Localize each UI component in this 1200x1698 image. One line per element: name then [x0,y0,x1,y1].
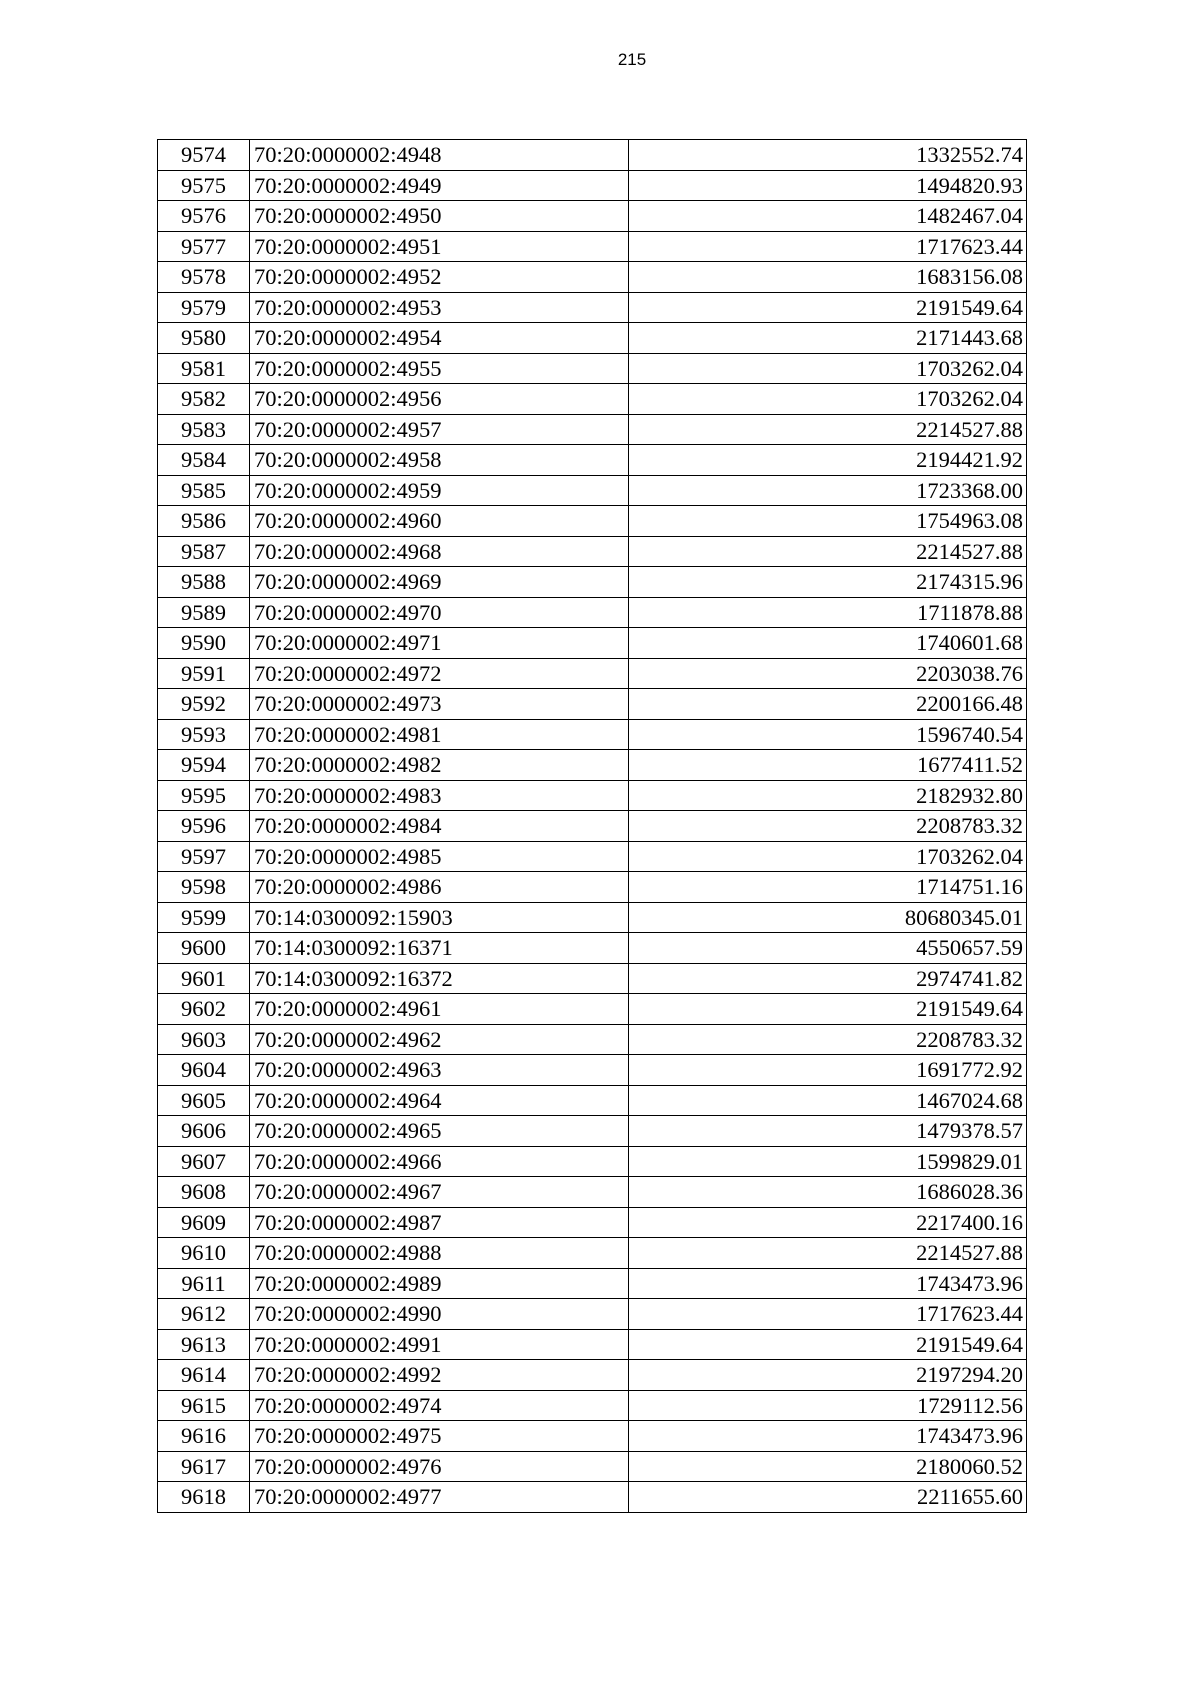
cadastral-value-cell: 2214527.88 [629,414,1027,445]
cadastral-value-cell: 1596740.54 [629,719,1027,750]
row-number-cell: 9589 [158,597,250,628]
cadastral-value-cell: 1677411.52 [629,750,1027,781]
cadastral-value-cell: 1717623.44 [629,231,1027,262]
cadastral-number-cell: 70:20:0000002:4977 [250,1482,629,1513]
row-number-cell: 9611 [158,1268,250,1299]
cadastral-number-cell: 70:20:0000002:4968 [250,536,629,567]
table-row [158,1207,1027,1238]
cadastral-value-cell: 1754963.08 [629,506,1027,537]
table-row [158,750,1027,781]
row-number-cell: 9580 [158,323,250,354]
cadastral-value-cell: 4550657.59 [629,933,1027,964]
cadastral-value-cell: 1599829.01 [629,1146,1027,1177]
cadastral-value-cell: 1683156.08 [629,262,1027,293]
cadastral-number-cell: 70:20:0000002:4965 [250,1116,629,1147]
table-row [158,1024,1027,1055]
page-number: 215 [617,50,647,69]
cadastral-number-cell: 70:20:0000002:4954 [250,323,629,354]
cadastral-value-cell: 1740601.68 [629,628,1027,659]
cadastral-value-cell: 2182932.80 [629,780,1027,811]
row-number-cell: 9612 [158,1299,250,1330]
cadastral-number-cell: 70:20:0000002:4950 [250,201,629,232]
cadastral-number-cell: 70:20:0000002:4988 [250,1238,629,1269]
table-row [158,1177,1027,1208]
row-number-cell: 9578 [158,262,250,293]
row-number-cell: 9608 [158,1177,250,1208]
table-row [158,658,1027,689]
cadastral-value-cell: 1467024.68 [629,1085,1027,1116]
cadastral-number-cell: 70:20:0000002:4963 [250,1055,629,1086]
row-number-cell: 9583 [158,414,250,445]
row-number-cell: 9617 [158,1451,250,1482]
row-number-cell: 9596 [158,811,250,842]
cadastral-number-cell: 70:20:0000002:4960 [250,506,629,537]
row-number-cell: 9616 [158,1421,250,1452]
cadastral-number-cell: 70:20:0000002:4986 [250,872,629,903]
cadastral-value-cell: 1723368.00 [629,475,1027,506]
row-number-cell: 9591 [158,658,250,689]
cadastral-number-cell: 70:20:0000002:4964 [250,1085,629,1116]
cadastral-table [157,139,1027,1513]
cadastral-number-cell: 70:20:0000002:4949 [250,170,629,201]
cadastral-number-cell: 70:20:0000002:4989 [250,1268,629,1299]
cadastral-value-cell: 2174315.96 [629,567,1027,598]
row-number-cell: 9595 [158,780,250,811]
cadastral-number-cell: 70:20:0000002:4981 [250,719,629,750]
cadastral-number-cell: 70:20:0000002:4983 [250,780,629,811]
row-number-cell: 9574 [158,140,250,171]
table-row [158,567,1027,598]
cadastral-value-cell: 1729112.56 [629,1390,1027,1421]
cadastral-number-cell: 70:20:0000002:4973 [250,689,629,720]
cadastral-value-cell: 2214527.88 [629,1238,1027,1269]
row-number-cell: 9609 [158,1207,250,1238]
cadastral-number-cell: 70:20:0000002:4966 [250,1146,629,1177]
cadastral-value-cell: 1743473.96 [629,1421,1027,1452]
table-row [158,872,1027,903]
cadastral-number-cell: 70:20:0000002:4956 [250,384,629,415]
cadastral-number-cell: 70:20:0000002:4987 [250,1207,629,1238]
row-number-cell: 9615 [158,1390,250,1421]
cadastral-number-cell: 70:20:0000002:4958 [250,445,629,476]
table-row [158,536,1027,567]
cadastral-value-cell: 2208783.32 [629,1024,1027,1055]
cadastral-number-cell: 70:20:0000002:4953 [250,292,629,323]
cadastral-number-cell: 70:20:0000002:4992 [250,1360,629,1391]
cadastral-value-cell: 2191549.64 [629,292,1027,323]
row-number-cell: 9602 [158,994,250,1025]
cadastral-value-cell: 1494820.93 [629,170,1027,201]
row-number-cell: 9607 [158,1146,250,1177]
row-number-cell: 9603 [158,1024,250,1055]
row-number-cell: 9613 [158,1329,250,1360]
table-row [158,353,1027,384]
cadastral-number-cell: 70:14:0300092:16371 [250,933,629,964]
row-number-cell: 9593 [158,719,250,750]
table-row [158,262,1027,293]
row-number-cell: 9581 [158,353,250,384]
row-number-cell: 9582 [158,384,250,415]
row-number-cell: 9604 [158,1055,250,1086]
table-row [158,292,1027,323]
row-number-cell: 9592 [158,689,250,720]
table-row [158,719,1027,750]
row-number-cell: 9584 [158,445,250,476]
table-row [158,1238,1027,1269]
table-row [158,628,1027,659]
table-row [158,1421,1027,1452]
cadastral-value-cell: 2197294.20 [629,1360,1027,1391]
table-row [158,1085,1027,1116]
table-row [158,811,1027,842]
table-row [158,323,1027,354]
cadastral-value-cell: 2203038.76 [629,658,1027,689]
row-number-cell: 9577 [158,231,250,262]
cadastral-value-cell: 2974741.82 [629,963,1027,994]
row-number-cell: 9614 [158,1360,250,1391]
cadastral-number-cell: 70:20:0000002:4971 [250,628,629,659]
table-row [158,231,1027,262]
cadastral-value-cell: 2171443.68 [629,323,1027,354]
cadastral-number-cell: 70:20:0000002:4951 [250,231,629,262]
cadastral-value-cell: 1332552.74 [629,140,1027,171]
table-row [158,1055,1027,1086]
cadastral-number-cell: 70:20:0000002:4952 [250,262,629,293]
cadastral-number-cell: 70:20:0000002:4948 [250,140,629,171]
table-row [158,1360,1027,1391]
cadastral-number-cell: 70:20:0000002:4972 [250,658,629,689]
cadastral-value-cell: 1686028.36 [629,1177,1027,1208]
cadastral-value-cell: 1711878.88 [629,597,1027,628]
cadastral-number-cell: 70:20:0000002:4985 [250,841,629,872]
cadastral-value-cell: 1482467.04 [629,201,1027,232]
cadastral-value-cell: 2191549.64 [629,994,1027,1025]
row-number-cell: 9599 [158,902,250,933]
cadastral-number-cell: 70:20:0000002:4959 [250,475,629,506]
row-number-cell: 9579 [158,292,250,323]
table-row [158,597,1027,628]
table-row [158,445,1027,476]
table-row [158,1329,1027,1360]
row-number-cell: 9618 [158,1482,250,1513]
table-row [158,1390,1027,1421]
cadastral-number-cell: 70:14:0300092:16372 [250,963,629,994]
table-row [158,475,1027,506]
row-number-cell: 9594 [158,750,250,781]
table-row [158,963,1027,994]
cadastral-value-cell: 2211655.60 [629,1482,1027,1513]
cadastral-number-cell: 70:14:0300092:15903 [250,902,629,933]
cadastral-number-cell: 70:20:0000002:4974 [250,1390,629,1421]
cadastral-value-cell: 1479378.57 [629,1116,1027,1147]
cadastral-value-cell: 1743473.96 [629,1268,1027,1299]
cadastral-value-cell: 1703262.04 [629,353,1027,384]
table-row [158,994,1027,1025]
row-number-cell: 9600 [158,933,250,964]
cadastral-number-cell: 70:20:0000002:4990 [250,1299,629,1330]
row-number-cell: 9610 [158,1238,250,1269]
cadastral-value-cell: 1717623.44 [629,1299,1027,1330]
table-row [158,841,1027,872]
cadastral-number-cell: 70:20:0000002:4969 [250,567,629,598]
cadastral-value-cell: 1703262.04 [629,841,1027,872]
table-row [158,414,1027,445]
cadastral-value-cell: 80680345.01 [629,902,1027,933]
cadastral-number-cell: 70:20:0000002:4970 [250,597,629,628]
cadastral-number-cell: 70:20:0000002:4991 [250,1329,629,1360]
row-number-cell: 9590 [158,628,250,659]
table-row [158,1146,1027,1177]
row-number-cell: 9585 [158,475,250,506]
cadastral-number-cell: 70:20:0000002:4955 [250,353,629,384]
cadastral-number-cell: 70:20:0000002:4957 [250,414,629,445]
row-number-cell: 9576 [158,201,250,232]
table-row [158,384,1027,415]
cadastral-value-cell: 2200166.48 [629,689,1027,720]
cadastral-value-cell: 2217400.16 [629,1207,1027,1238]
table-row [158,170,1027,201]
cadastral-number-cell: 70:20:0000002:4962 [250,1024,629,1055]
cadastral-value-cell: 2191549.64 [629,1329,1027,1360]
table-row [158,933,1027,964]
table-row [158,780,1027,811]
cadastral-value-cell: 1703262.04 [629,384,1027,415]
table-row [158,140,1027,171]
row-number-cell: 9601 [158,963,250,994]
table-body [158,140,1027,1513]
row-number-cell: 9606 [158,1116,250,1147]
cadastral-number-cell: 70:20:0000002:4984 [250,811,629,842]
table-row [158,506,1027,537]
cadastral-value-cell: 2180060.52 [629,1451,1027,1482]
cadastral-number-cell: 70:20:0000002:4967 [250,1177,629,1208]
table-row [158,1482,1027,1513]
row-number-cell: 9587 [158,536,250,567]
row-number-cell: 9588 [158,567,250,598]
cadastral-value-cell: 2194421.92 [629,445,1027,476]
table-row [158,902,1027,933]
cadastral-number-cell: 70:20:0000002:4961 [250,994,629,1025]
cadastral-number-cell: 70:20:0000002:4982 [250,750,629,781]
table-row [158,1268,1027,1299]
cadastral-number-cell: 70:20:0000002:4975 [250,1421,629,1452]
cadastral-value-cell: 2214527.88 [629,536,1027,567]
cadastral-number-cell: 70:20:0000002:4976 [250,1451,629,1482]
table-row [158,1451,1027,1482]
table-row [158,1299,1027,1330]
cadastral-value-cell: 2208783.32 [629,811,1027,842]
cadastral-value-cell: 1691772.92 [629,1055,1027,1086]
row-number-cell: 9575 [158,170,250,201]
row-number-cell: 9597 [158,841,250,872]
table-row [158,1116,1027,1147]
row-number-cell: 9598 [158,872,250,903]
row-number-cell: 9605 [158,1085,250,1116]
cadastral-value-cell: 1714751.16 [629,872,1027,903]
row-number-cell: 9586 [158,506,250,537]
table-row [158,689,1027,720]
table-row [158,201,1027,232]
